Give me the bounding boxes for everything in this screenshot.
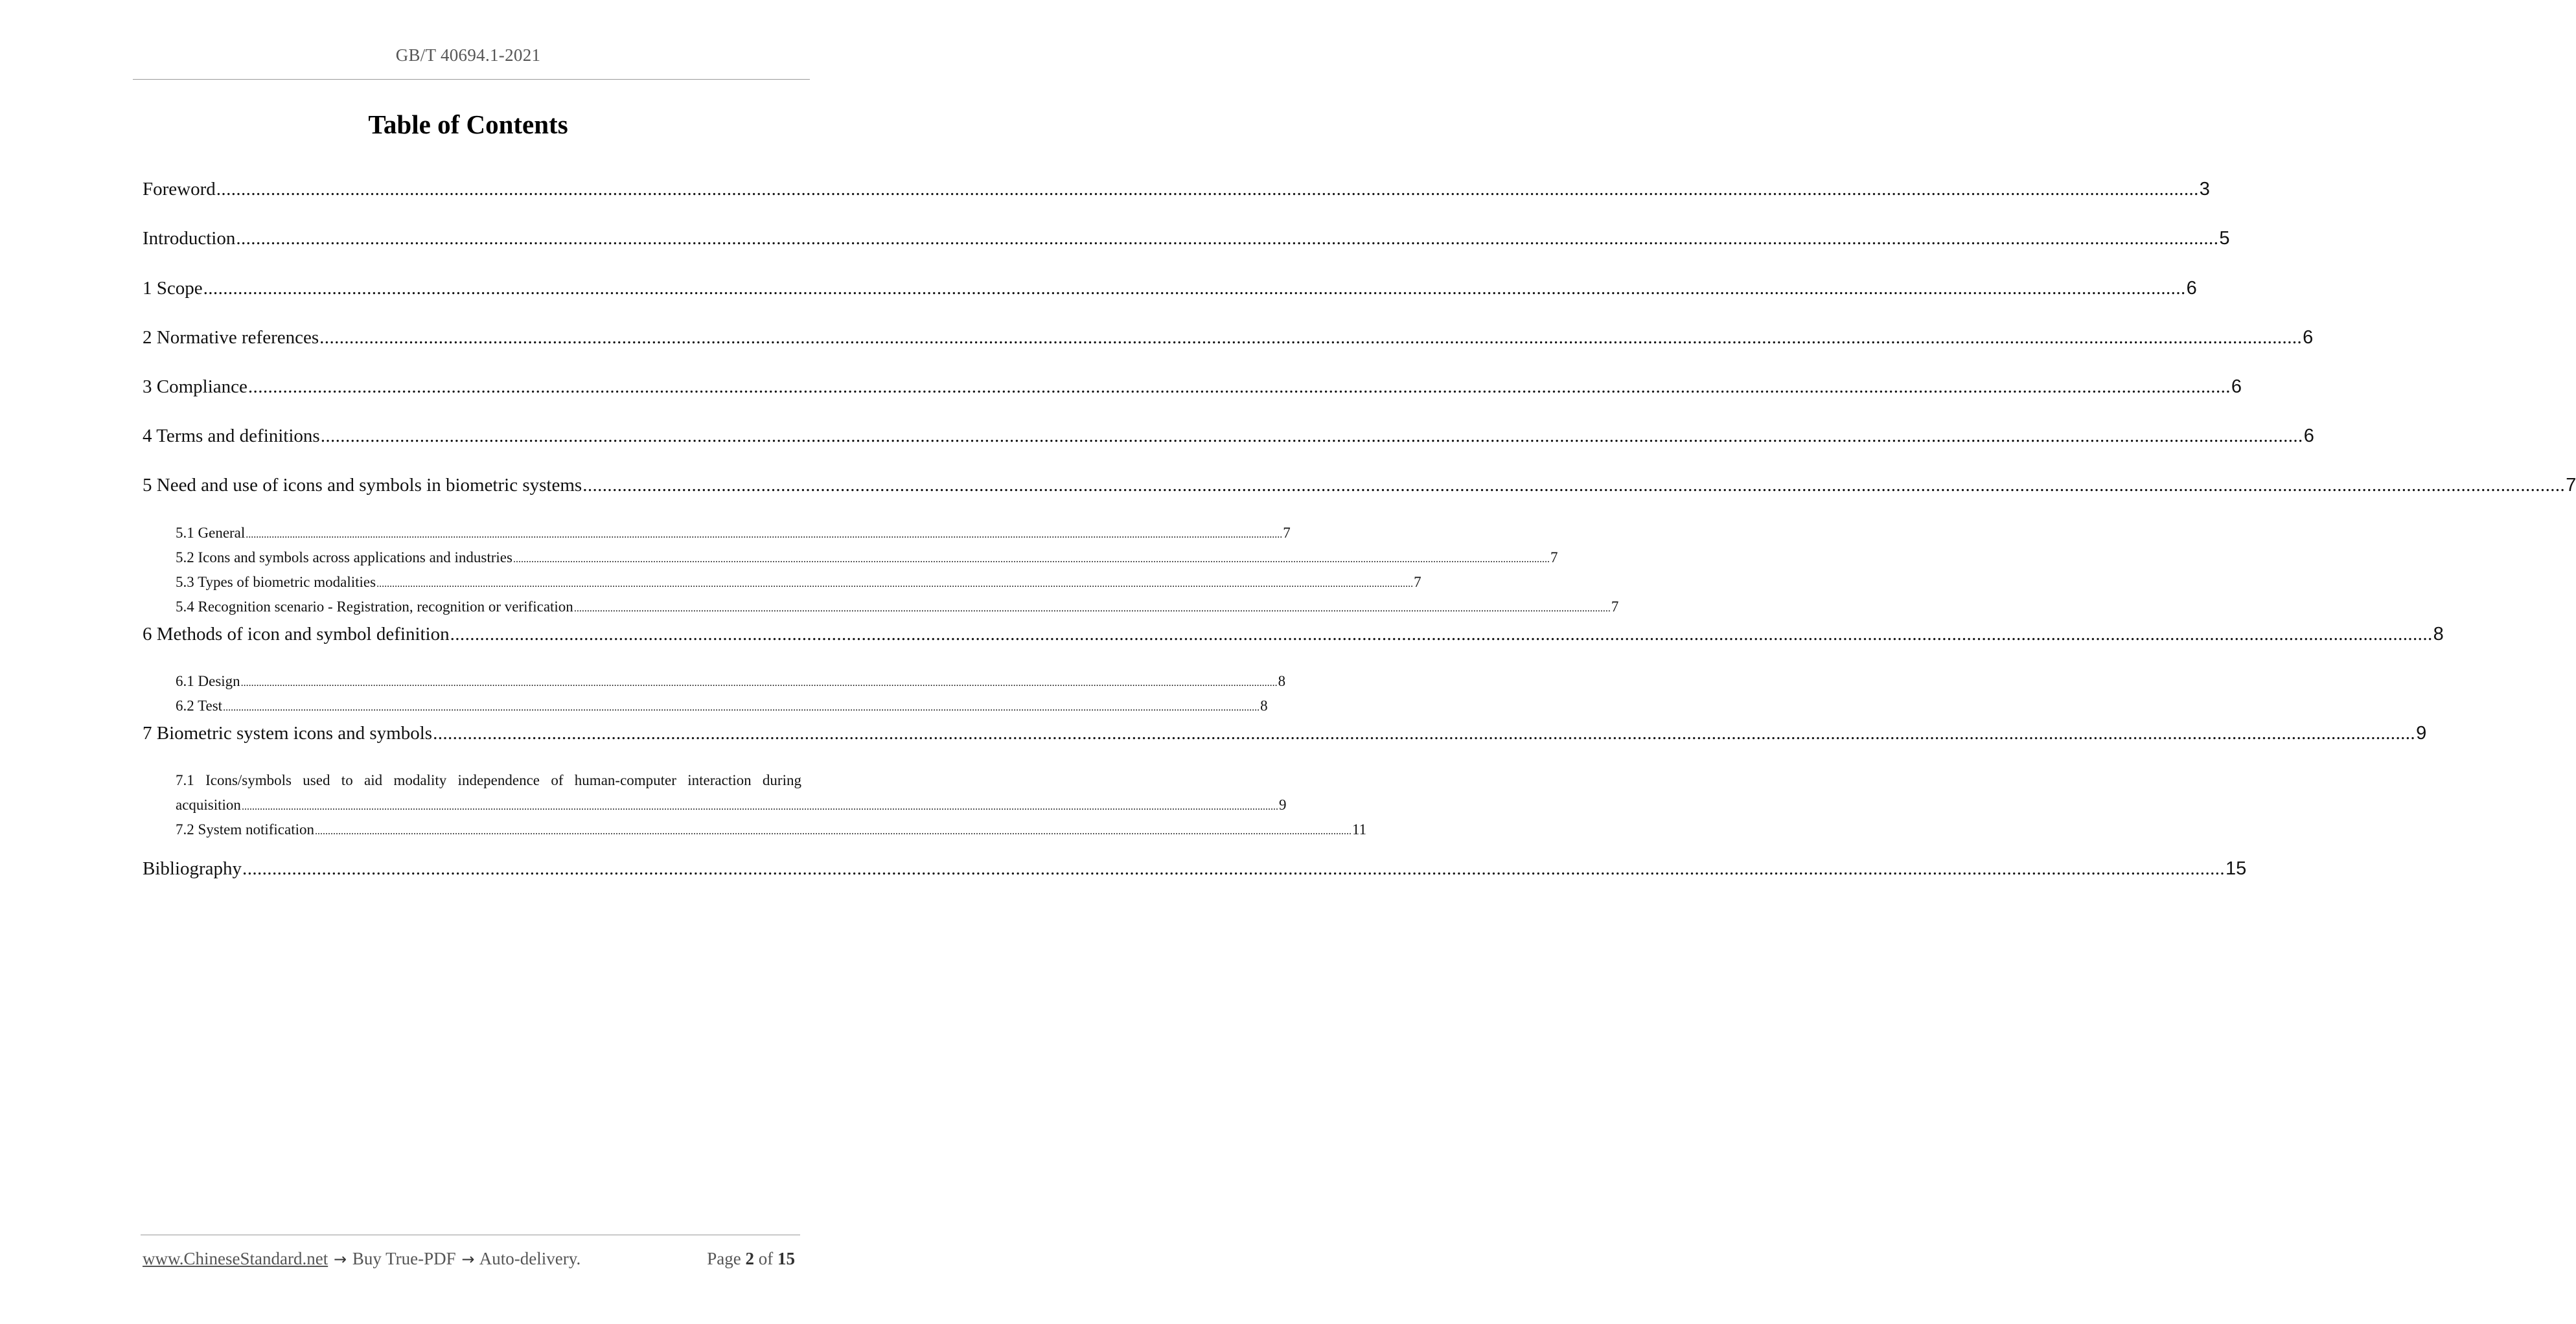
toc-entry-bibliography[interactable]	[143, 858, 2247, 884]
dot-leader: ................................................................................................................................................................................................................................................................................................................................................................................................................	[246, 529, 1283, 540]
buy-text: Buy True-PDF	[352, 1249, 456, 1268]
toc-label: 5.2 Icons and symbols across applications and industries	[176, 549, 512, 565]
toc-entry-compliance[interactable]	[143, 376, 2242, 402]
toc-label: 5.3 Types of biometric modalities	[176, 574, 376, 590]
dot-leader: ................................................................................................................................................................................................................................................................................................................................................................................................................	[236, 228, 2219, 249]
dot-leader: ................................................................................................................................................................................................................................................................................................................................................................................................................	[582, 475, 2566, 496]
dot-leader: ................................................................................................................................................................................................................................................................................................................................................................................................................	[315, 826, 1352, 837]
page-total: 15	[777, 1249, 795, 1268]
toc-entry-section-5[interactable]	[143, 475, 2576, 501]
toc-page-number: 6	[2303, 327, 2314, 348]
toc-entry-section-5-4[interactable]	[176, 599, 1619, 618]
dot-leader: ................................................................................................................................................................................................................................................................................................................................................................................................................	[223, 702, 1260, 713]
toc-label: 5.1 General	[176, 525, 246, 541]
dot-leader: ................................................................................................................................................................................................................................................................................................................................................................................................................	[433, 723, 2416, 744]
page-current: 2	[745, 1249, 754, 1268]
delivery-text: Auto-delivery.	[479, 1249, 581, 1268]
page-word: Page	[707, 1249, 741, 1268]
toc-label: acquisition	[176, 797, 241, 813]
toc-label: 3 Compliance	[143, 376, 247, 397]
toc-label: 4 Terms and definitions	[143, 426, 320, 446]
toc-entry-section-5-3[interactable]	[176, 574, 1421, 593]
toc-entry-section-6-1[interactable]	[176, 673, 1286, 692]
toc-entry-scope[interactable]	[143, 278, 2197, 304]
page-title: Table of Contents	[368, 109, 568, 139]
toc-page-number: 7	[1611, 599, 1619, 615]
dot-leader: ................................................................................................................................................................................................................................................................................................................................................................................................................	[242, 858, 2225, 879]
standard-code-header: GB/T 40694.1-2021	[395, 45, 541, 65]
dot-leader: ................................................................................................................................................................................................................................................................................................................................................................................................................	[247, 376, 2231, 397]
arrow-right-icon: →	[461, 1250, 475, 1268]
toc-page-number: 11	[1352, 821, 1367, 838]
toc-label: 7.2 System notification	[176, 821, 315, 838]
toc-label: 2 Normative references	[143, 327, 319, 348]
toc-label: 6.1 Design	[176, 673, 240, 689]
arrow-right-icon: →	[333, 1250, 347, 1268]
dot-leader: ................................................................................................................................................................................................................................................................................................................................................................................................................	[450, 624, 2433, 645]
dot-leader: ................................................................................................................................................................................................................................................................................................................................................................................................................	[573, 603, 1611, 614]
dot-leader: ................................................................................................................................................................................................................................................................................................................................................................................................................	[241, 801, 1278, 812]
toc-page-number: 15	[2225, 858, 2247, 879]
toc-page-number: 6	[2231, 376, 2242, 397]
toc-entry-section-7-1-line1[interactable]	[176, 772, 801, 792]
toc-page-number: 5	[2219, 228, 2230, 249]
toc-page-number: 6	[2303, 426, 2314, 446]
dot-leader: ................................................................................................................................................................................................................................................................................................................................................................................................................	[240, 678, 1278, 689]
of-word: of	[758, 1249, 774, 1268]
toc-page-number: 8	[1260, 698, 1268, 714]
page-indicator	[707, 1249, 795, 1269]
toc-label: 7 Biometric system icons and symbols	[143, 723, 433, 744]
toc-label: Bibliography	[143, 858, 242, 879]
dot-leader: ................................................................................................................................................................................................................................................................................................................................................................................................................	[319, 327, 2303, 348]
toc-page-number: 9	[2416, 723, 2427, 744]
toc-page-number: 9	[1278, 797, 1287, 813]
toc-entry-section-5-2[interactable]	[176, 549, 1558, 569]
toc-label: 5 Need and use of icons and symbols in biometric systems	[143, 475, 582, 496]
toc-entry-section-6[interactable]	[143, 624, 2444, 650]
toc-label: 6.2 Test	[176, 698, 223, 714]
dot-leader: ................................................................................................................................................................................................................................................................................................................................................................................................................	[512, 554, 1550, 565]
dot-leader: ................................................................................................................................................................................................................................................................................................................................................................................................................	[376, 578, 1414, 589]
toc-entry-section-6-2[interactable]	[176, 698, 1268, 717]
dot-leader: ................................................................................................................................................................................................................................................................................................................................................................................................................	[320, 426, 2303, 446]
dot-leader: ................................................................................................................................................................................................................................................................................................................................................................................................................	[203, 278, 2186, 299]
toc-label: 5.4 Recognition scenario - Registration, recognition or verification	[176, 599, 573, 615]
footer-promo	[143, 1249, 581, 1269]
toc-page-number: 7	[1550, 549, 1558, 565]
toc-page-number: 7	[1414, 574, 1421, 590]
toc-entry-section-7-2[interactable]	[176, 821, 1367, 841]
site-link[interactable]: www.ChineseStandard.net	[143, 1249, 328, 1268]
toc-page-number: 7	[2566, 475, 2576, 496]
toc-entry-section-5-1[interactable]	[176, 525, 1291, 544]
dot-leader: ................................................................................................................................................................................................................................................................................................................................................................................................................	[216, 179, 2199, 200]
toc-label: 1 Scope	[143, 278, 203, 299]
toc-entry-foreword[interactable]	[143, 179, 2210, 205]
toc-entry-section-7[interactable]	[143, 723, 2427, 749]
toc-page-number: 8	[1278, 673, 1286, 689]
toc-label: 7.1 Icons/symbols used to aid modality independence of human-computer interaction during	[176, 772, 801, 788]
toc-label: Foreword	[143, 179, 216, 200]
toc-page-number: 7	[1283, 525, 1291, 541]
toc-label: 6 Methods of icon and symbol definition	[143, 624, 450, 645]
toc-entry-terms[interactable]	[143, 426, 2314, 451]
toc-page-number: 6	[2186, 278, 2197, 299]
toc-entry-section-7-1-line2[interactable]	[176, 797, 1287, 816]
toc-entry-normative-references[interactable]	[143, 327, 2314, 353]
header-divider	[133, 79, 810, 80]
toc-entry-introduction[interactable]	[143, 228, 2230, 254]
toc-label: Introduction	[143, 228, 236, 249]
toc-page-number: 8	[2433, 624, 2444, 645]
toc-page-number: 3	[2199, 179, 2210, 200]
